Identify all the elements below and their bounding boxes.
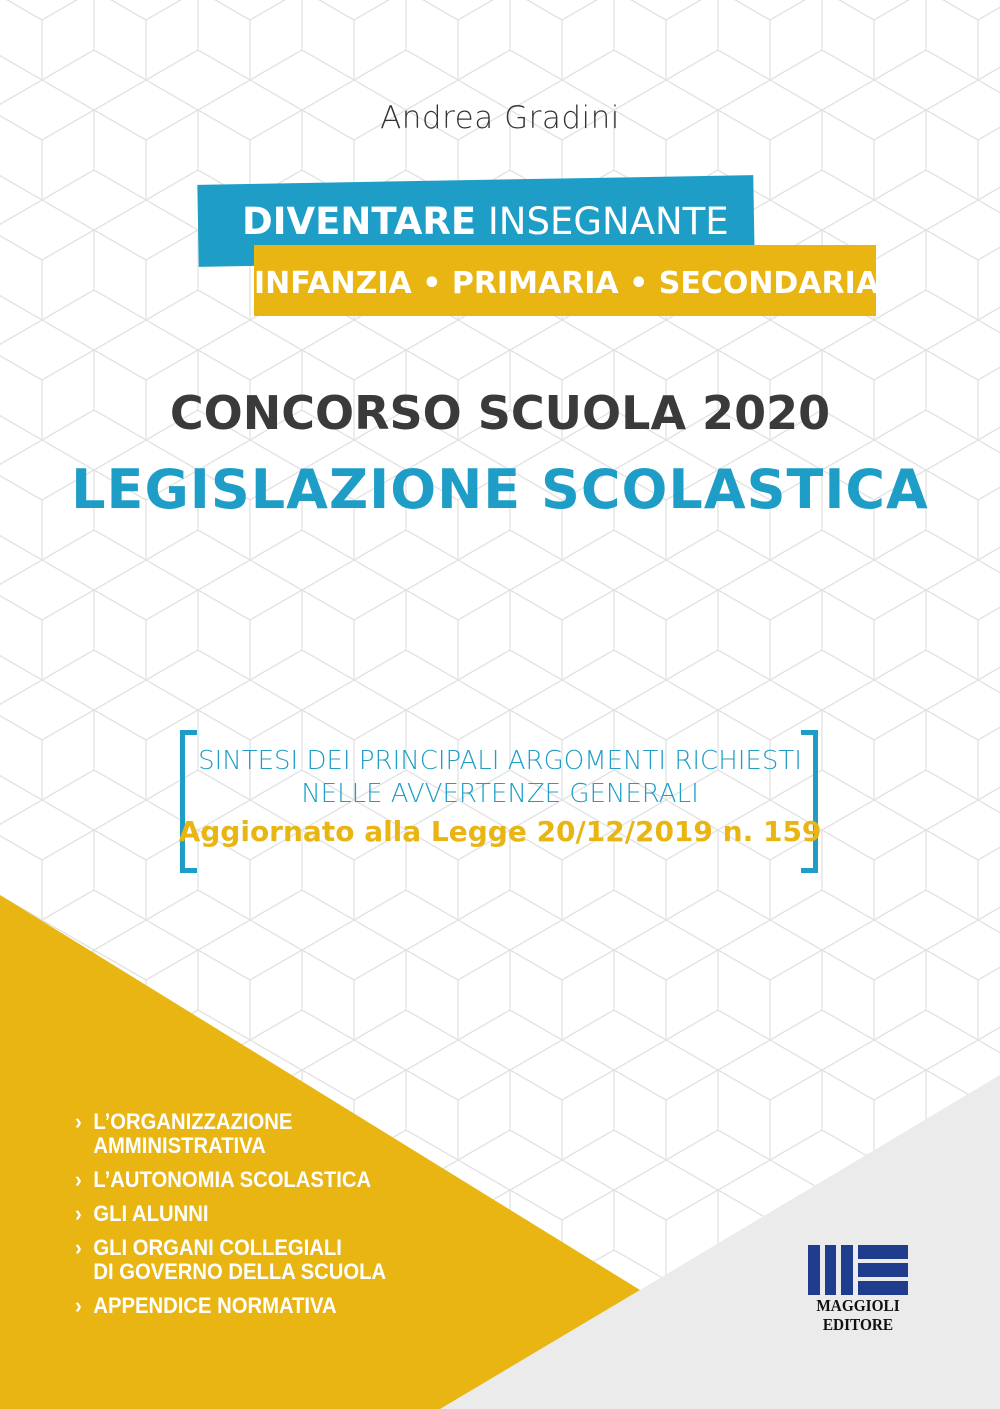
topic-text: L’AUTONOMIA SCOLASTICA [93,1167,372,1192]
topic-text: APPENDICE NORMATIVA [93,1293,337,1318]
chevron-right-icon: › [75,1293,82,1318]
title-line-2: LEGISLAZIONE SCOLASTICA [71,458,929,521]
title-line-1: CONCORSO SCUOLA 2020 [169,386,831,440]
list-item [75,1168,386,1192]
topics-list [75,1110,413,1328]
list-item [75,1202,386,1226]
subtitle-line-1: SINTESI DEI PRINCIPALI ARGOMENTI RICHIESTI [198,746,802,776]
publisher-subname: EDITORE [822,1315,894,1334]
topic-text: GLI ALUNNI [93,1201,209,1226]
topic-text: AMMINISTRATIVA [93,1133,266,1158]
list-item [75,1110,386,1158]
publisher-logo [808,1245,908,1333]
series-light: INSEGNANTE [487,200,729,243]
levels-label: INFANZIA • PRIMARIA • SECONDARIA [254,266,880,301]
topic-text: GLI ORGANI COLLEGIALI [93,1235,342,1260]
chevron-right-icon: › [75,1201,82,1226]
update-note: Aggiornato alla Legge 20/12/2019 n. 159 [178,815,822,848]
subtitle-line-2: NELLE AVVERTENZE GENERALI [301,779,699,809]
topic-text: L’ORGANIZZAZIONE [93,1109,293,1134]
topic-text: DI GOVERNO DELLA SCUOLA [93,1259,387,1284]
series-label [242,200,729,243]
chevron-right-icon: › [75,1235,82,1260]
list-item [75,1294,386,1318]
series-bold: DIVENTARE [242,200,477,243]
publisher-name: MAGGIOLI [816,1296,900,1315]
list-item [75,1236,386,1284]
chevron-right-icon: › [75,1109,82,1134]
chevron-right-icon: › [75,1167,82,1192]
author-name: Andrea Gradini [380,100,620,136]
maggioli-logo-icon [808,1245,908,1295]
